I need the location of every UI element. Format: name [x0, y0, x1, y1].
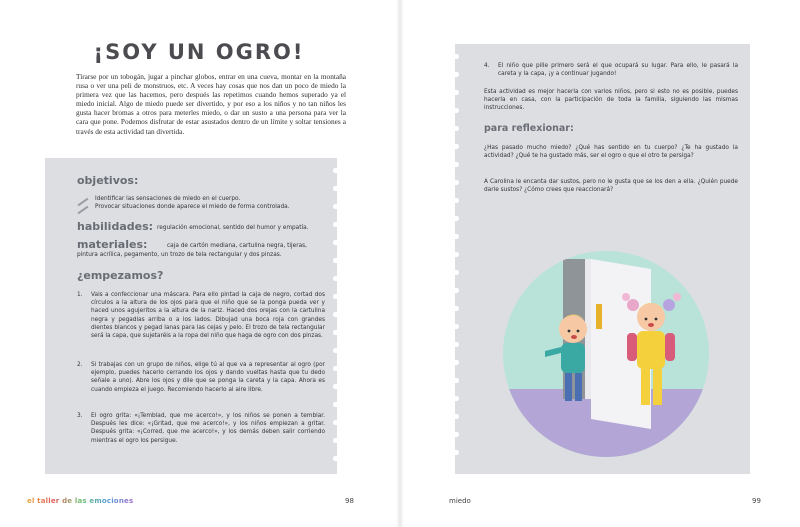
reflection-question: ¿Has pasado mucho miedo? ¿Qué has sentido en tu cuerpo? ¿Te ha gustado la actividad? ¿Qué te ha gustado más, ser el ogro o que el otro te persiga? [484, 145, 738, 160]
step-text: El niño que pille primero será el que ocupará su lugar. Para ello, le pasará la careta y la capa, ¡y a continuar jugando! [498, 63, 738, 78]
continuation-card [455, 44, 750, 474]
step-number: 2. [77, 362, 83, 368]
materiales-heading: materiales: [77, 238, 148, 251]
reflection-question: A Carolina le encanta dar sustos, pero no le gusta que se los den a ella. ¿Quién puede darle sustos? ¿Cómo crees que reaccionará? [484, 179, 738, 194]
intro-paragraph: Tirarse por un tobogán, jugar a pinchar globos, entrar en una cueva, montar en la montaña rusa o ver una peli de monstruos, etc. A veces hay cosas que nos dan un poco de miedo la primera vez que las hacemos, pero después las repetimos cuando hemos superado ya el miedo inicial. Algo de miedo puede ser divertido, y por eso a los niños y no tan niños les gusta hacer bromas a otros para meterles miedo, o dar un susto a una persona para ver la cara que pone. Podemos disfrutar de estar asustados dentro de un límite y soltar tensiones a través de esta actividad tan divertida. [76, 72, 346, 136]
empezamos-heading: ¿empezamos? [77, 269, 164, 282]
habilidades-text: regulación emocional, sentido del humor y empatía. [157, 225, 309, 231]
left-page [0, 0, 398, 527]
objetivo-item: Provocar situaciones donde aparece el miedo de forma controlada. [95, 204, 290, 210]
footer-label: miedo [449, 497, 471, 505]
reflexionar-heading: para reflexionar: [484, 123, 574, 134]
footer-brand [27, 497, 133, 505]
pencil-icon [78, 206, 89, 215]
activity-card [45, 158, 337, 474]
habilidades-heading: habilidades: [77, 220, 154, 233]
book-gutter [396, 0, 404, 527]
step-number: 3. [77, 413, 83, 419]
step-number: 4. [484, 63, 490, 69]
step-number: 1. [77, 292, 83, 298]
step-text: Vais a confeccionar una máscara. Para ello pintad la caja de negro, cortad dos círculos a la altura de los ojos para que el niño que se la ponga pueda ver y haced unos agujeritos a la altura de la nariz. Haced dos orejas con la cartulina negra y pegadlas arriba o a los lados. Dibujad una boca roja con grandes dientes blancos y pegad lanas para las cejas y pelo. El trozo de tela rectangular será la capa, que sujetaréis a la ropa del niño que haga de ogro con dos pinzas. [91, 292, 325, 340]
objetivos-heading: objetivos: [77, 174, 139, 187]
page-title: ¡SOY UN OGRO! [93, 40, 305, 64]
step-text: El ogro grita: «¡Temblad, que me acerco!», y los niños se ponen a temblar. Después les dice: «¡Gritad, que me acerco!», y los niños empiezan a gritar. Después grita: «¡Corred, que me acerco!», y los demás deben salir corriendo mientras el ogro los persigue. [91, 413, 325, 444]
page-number: 98 [345, 497, 354, 505]
step-text: Si trabajas con un grupo de niños, elige tú al que va a representar al ogro (por ejemplo, puedes hacerlo cerrando los ojos y dando vueltas hasta que tu dedo señale a uno). Abre los ojos y dile que se ponga la careta y la capa. Ahora es cuando empieza el juego. Recomiendo hacerlo al aire libre. [91, 362, 325, 393]
footer-brand-text: el taller de las emociones [27, 497, 134, 505]
objetivo-item: Identificar las sensaciones de miedo en el cuerpo. [95, 196, 241, 202]
activity-note: Esta actividad es mejor hacerla con varios niños, pero si esto no es posible, puedes hacerla en casa, con la participación de toda la familia, siguiendo las mismas instrucciones. [484, 89, 738, 112]
materiales-text: caja de cartón mediana, cartulina negra, tijeras, pintura acrílica, pegamento, un trozo de tela rectangular y dos pinzas. [77, 243, 308, 258]
page-number: 99 [752, 497, 761, 505]
illustration [501, 249, 711, 459]
